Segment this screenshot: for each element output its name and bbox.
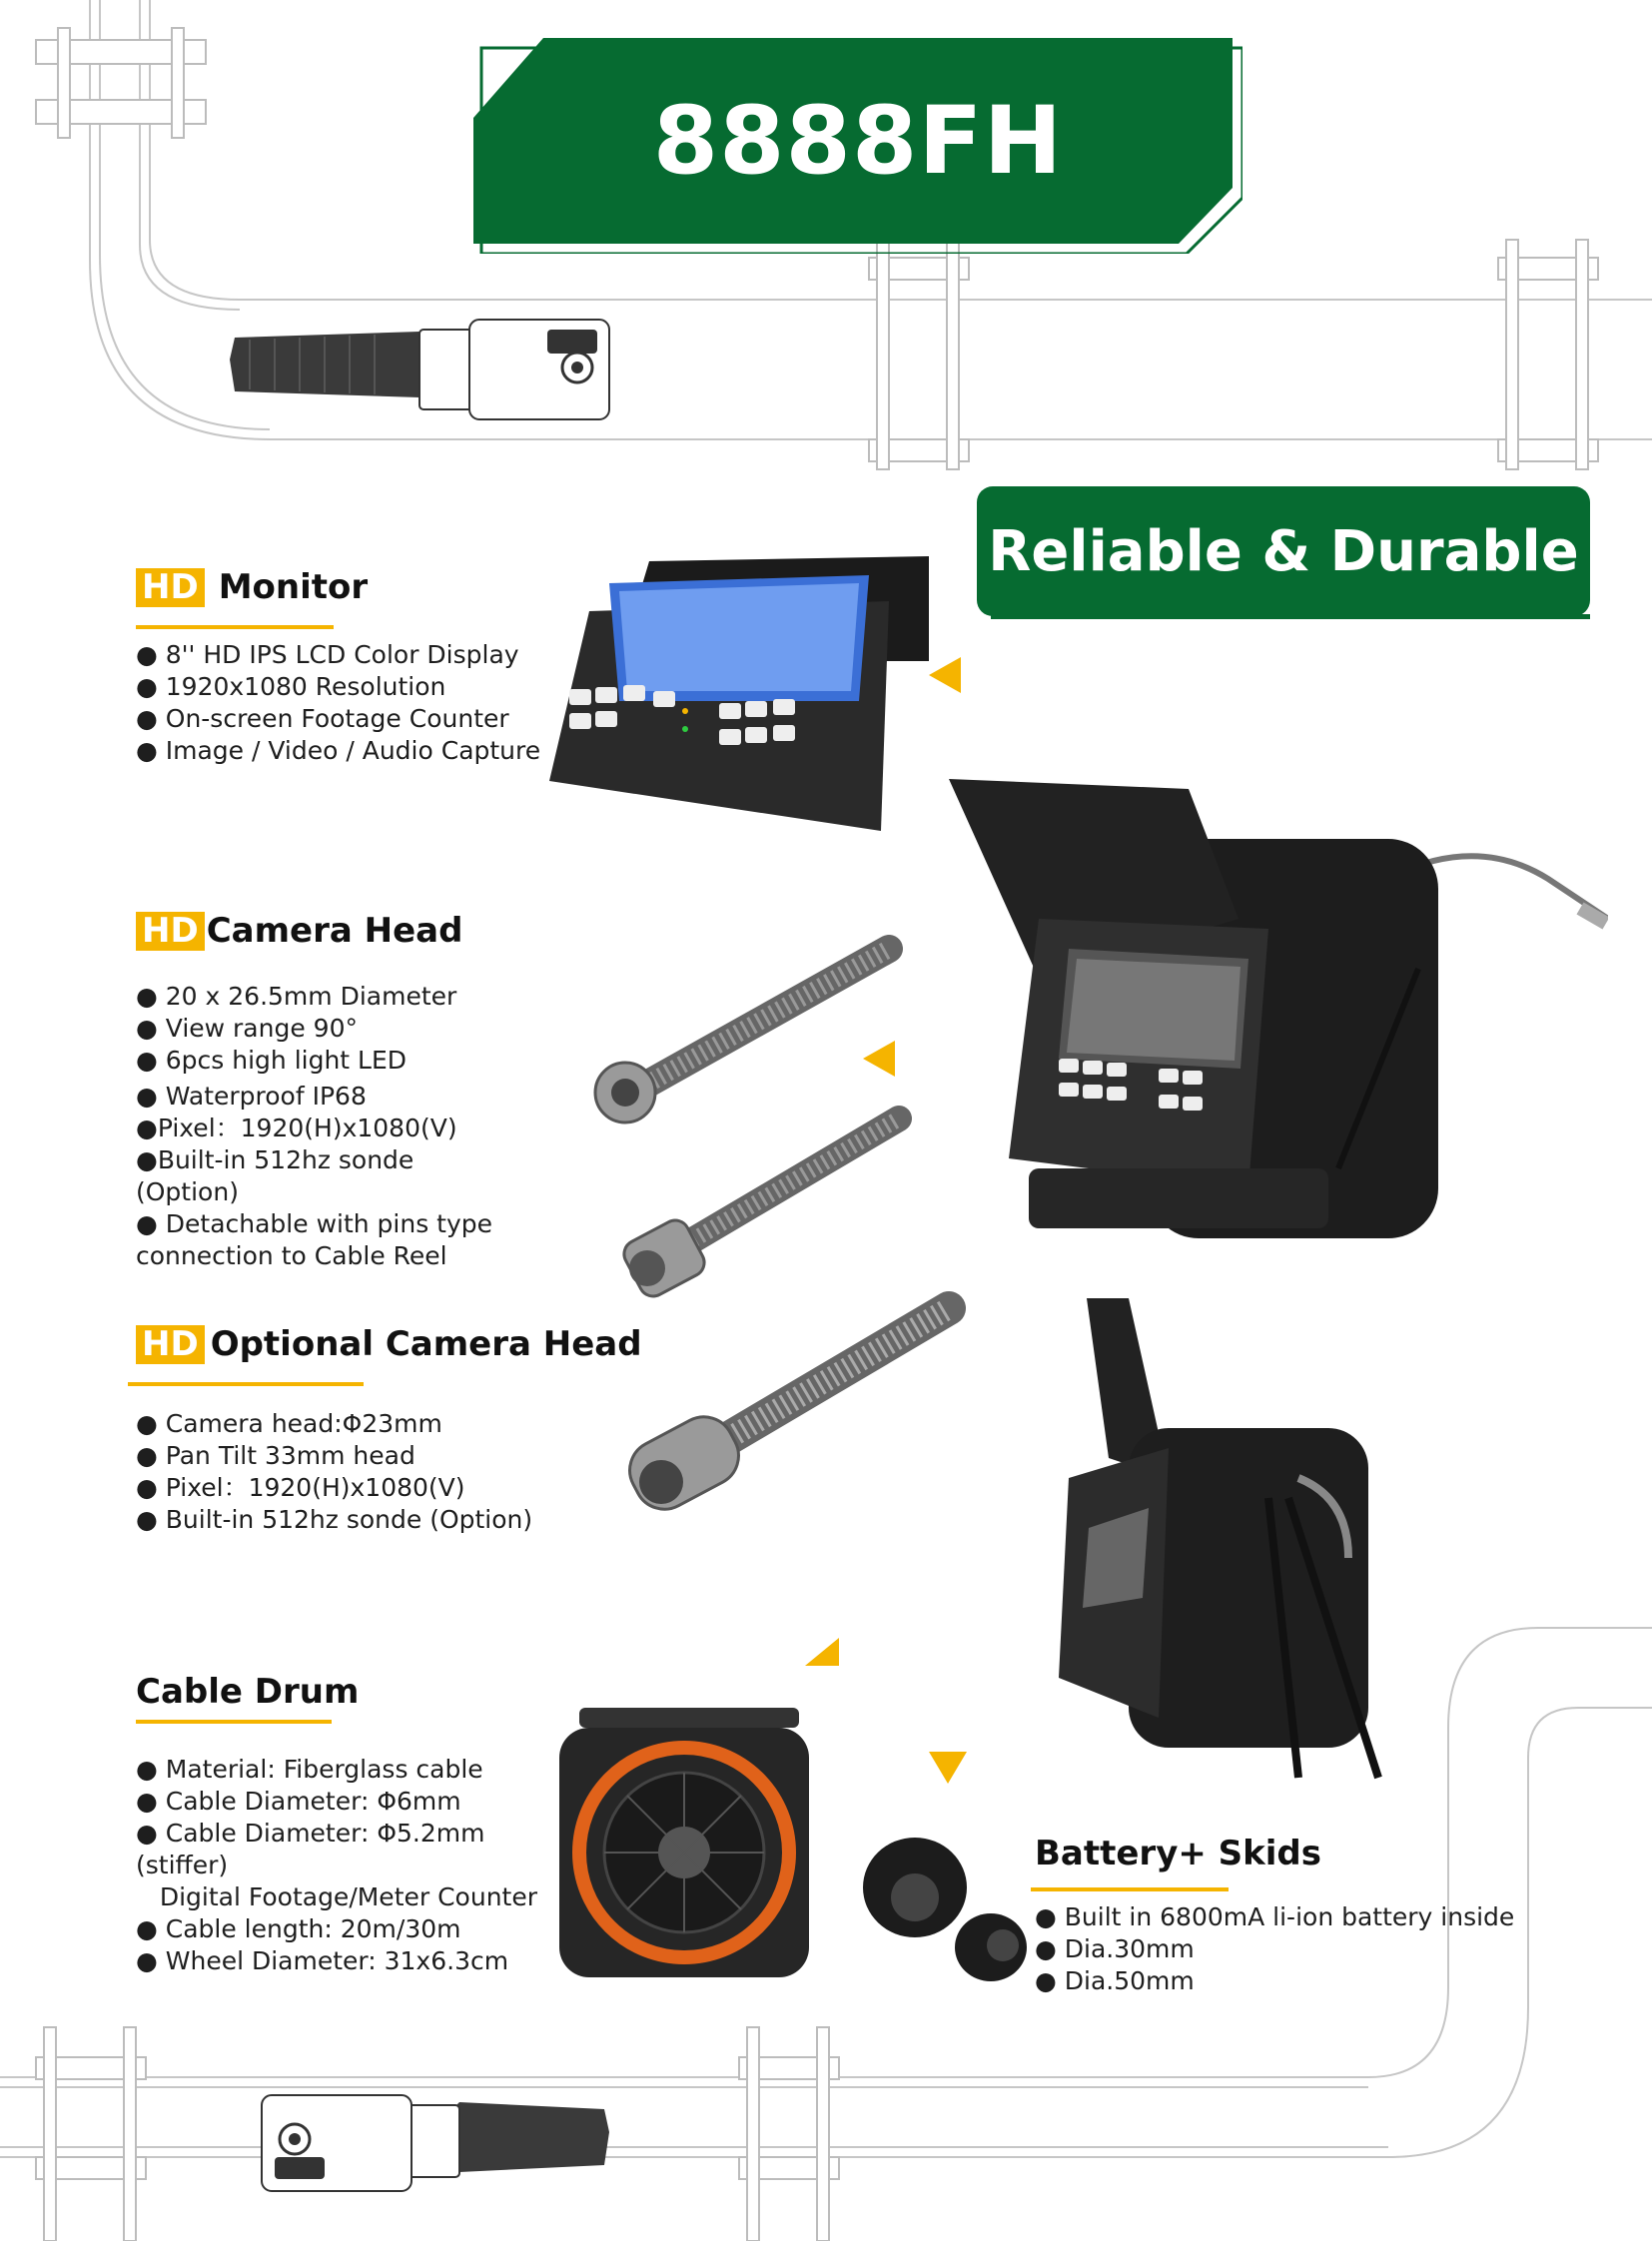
list-item: ● Detachable with pins type (136, 1209, 493, 1238)
optional-head-title: Optional Camera Head (210, 1324, 642, 1364)
skids-photo (859, 1828, 1049, 1987)
tagline: Reliable & Durable (988, 518, 1579, 584)
camera-head-title: Camera Head (206, 911, 463, 951)
reel-unit-photo (949, 769, 1608, 1268)
arrow-down-left-icon (805, 1638, 839, 1666)
side-unit-photo (1049, 1298, 1398, 1788)
battery-bullets (1035, 1901, 1514, 1997)
list-item: ● 1920x1080 Resolution (136, 672, 446, 701)
list-item: ● Camera head:Φ23mm (136, 1409, 442, 1438)
monitor-heading (136, 567, 368, 607)
list-item: ● Pixel：1920(H)x1080(V) (136, 1473, 465, 1502)
monitor-photo (529, 551, 929, 847)
list-item: ●Pixel：1920(H)x1080(V) (136, 1114, 457, 1142)
cable-drum-photo (559, 1698, 809, 1987)
tagline-banner (977, 486, 1590, 624)
list-item: ● Built in 6800mA li-ion battery inside (1035, 1902, 1515, 1931)
list-item: (Option) (136, 1177, 239, 1206)
cable-drum-underline (136, 1720, 332, 1724)
arrow-left-icon (863, 1041, 895, 1077)
hd-badge: HD (136, 568, 205, 607)
list-item: ● View range 90° (136, 1014, 358, 1043)
model-name: 8888FH (652, 86, 1064, 196)
list-item: ● Built-in 512hz sonde (Option) (136, 1505, 533, 1534)
list-item: ●Built-in 512hz sonde (136, 1145, 414, 1174)
optional-head-photo (599, 1288, 989, 1528)
list-item: ● Cable Diameter: Φ5.2mm (136, 1819, 485, 1848)
list-item: Digital Footage/Meter Counter (136, 1882, 538, 1911)
hd-badge: HD (136, 1325, 205, 1364)
list-item: ● Image / Video / Audio Capture (136, 736, 541, 765)
camera-heads-photo (589, 929, 929, 1308)
optional-head-bullets (136, 1408, 532, 1536)
optional-head-underline (128, 1382, 364, 1386)
monitor-title: Monitor (218, 567, 369, 607)
list-item: (stiffer) (136, 1851, 229, 1879)
cable-drum-title: Cable Drum (136, 1672, 360, 1712)
monitor-bullets (136, 639, 540, 767)
cable-drum-heading (136, 1672, 359, 1712)
list-item: ● Dia.30mm (1035, 1934, 1195, 1963)
list-item: ● Wheel Diameter: 31x6.3cm (136, 1946, 509, 1975)
battery-heading (1035, 1834, 1321, 1873)
list-item: ● 8'' HD IPS LCD Color Display (136, 640, 519, 669)
list-item: ● 20 x 26.5mm Diameter (136, 982, 457, 1011)
list-item: ● On-screen Footage Counter (136, 704, 509, 733)
list-item: ● Waterproof IP68 (136, 1082, 367, 1111)
list-item: ● Pan Tilt 33mm head (136, 1441, 415, 1470)
camera-head-heading (136, 911, 462, 951)
battery-underline (1031, 1887, 1229, 1891)
list-item: ● 6pcs high light LED (136, 1046, 408, 1075)
model-banner (473, 38, 1242, 254)
arrow-left-icon (929, 657, 961, 693)
list-item: ● Dia.50mm (1035, 1966, 1195, 1995)
hd-badge: HD (136, 912, 205, 951)
camera-head-bullets (136, 981, 492, 1272)
arrow-down-icon (929, 1752, 967, 1784)
monitor-underline (136, 625, 334, 629)
list-item: ● Cable length: 20m/30m (136, 1914, 461, 1943)
cable-drum-bullets (136, 1754, 537, 1977)
list-item: ● Cable Diameter: Φ6mm (136, 1787, 461, 1816)
battery-title: Battery+ Skids (1035, 1834, 1322, 1873)
list-item: connection to Cable Reel (136, 1241, 447, 1270)
optional-head-heading (136, 1324, 642, 1364)
list-item: ● Material: Fiberglass cable (136, 1755, 483, 1784)
